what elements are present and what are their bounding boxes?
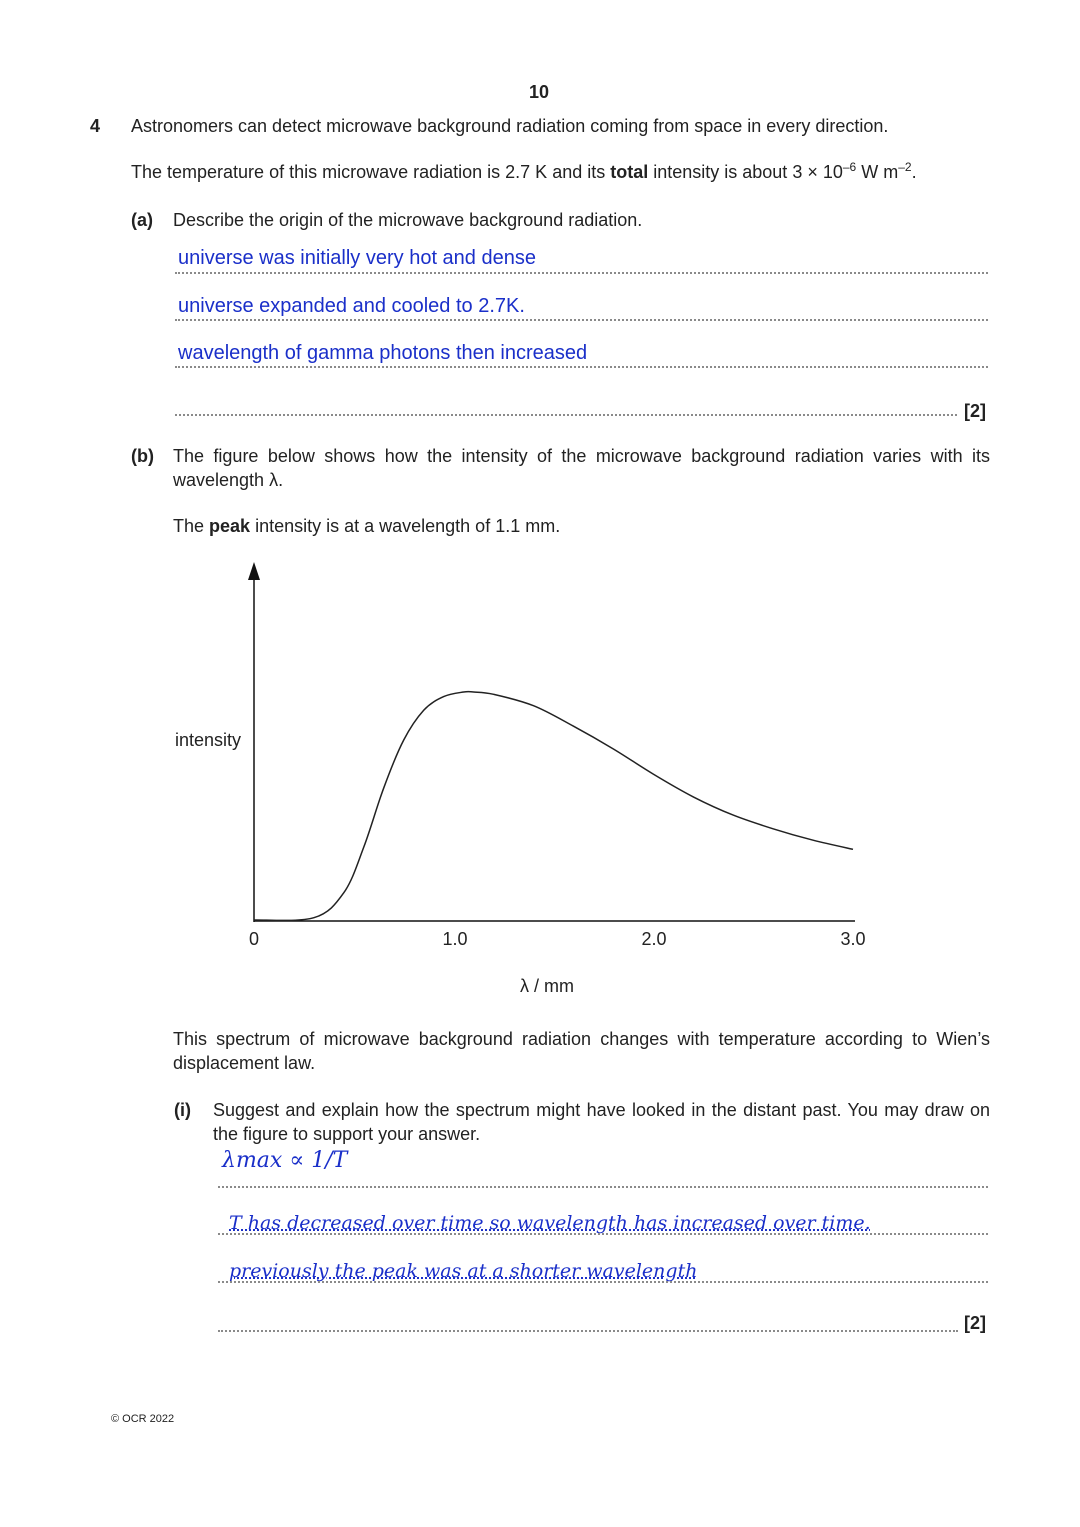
x-axis-label: λ / mm: [520, 976, 574, 996]
part-a-marks: [2]: [964, 401, 986, 421]
answer-line: [218, 1330, 958, 1332]
y-axis-label: intensity: [174, 730, 242, 750]
y-axis-arrow-icon: [248, 562, 260, 580]
part-b-prompt: The figure below shows how the intensity of the microwave background radiation varies with its wavelength λ.: [173, 446, 990, 490]
temp-exp-2: –2: [898, 160, 912, 174]
page-number: 10: [529, 82, 550, 102]
wien-text: This spectrum of microwave background radiation changes with temperature according to Wien’s displacement law.: [173, 1029, 990, 1073]
temp-bold: total: [610, 162, 649, 182]
part-i-answer-1: T has decreased over time so wavelength has increased over time.: [229, 1212, 871, 1234]
part-i-marks: [2]: [964, 1313, 986, 1333]
x-tick-label: 0: [248, 929, 260, 949]
part-a-prompt: Describe the origin of the microwave background radiation.: [173, 210, 643, 230]
part-a-answer-3: wavelength of gamma photons then increased: [178, 342, 588, 364]
answer-line: [218, 1281, 988, 1283]
part-a-answer-1: universe was initially very hot and dense: [178, 247, 536, 269]
x-tick-label: 2.0: [641, 929, 667, 949]
temp-text-2: intensity is about 3 × 10: [648, 162, 843, 182]
part-a-label: (a): [131, 210, 153, 230]
answer-line: [218, 1233, 988, 1235]
handwritten-formula: λmax ∝ 1/T: [222, 1148, 348, 1173]
question-intro: Astronomers can detect microwave background radiation coming from space in every direction.: [131, 116, 889, 136]
temp-exp-1: –6: [842, 160, 857, 174]
spectrum-curve: [254, 692, 853, 921]
part-i-answer-2: previously the peak was at a shorter wavelength: [229, 1260, 698, 1282]
temp-text-4: .: [911, 162, 917, 182]
part-b-label: (b): [131, 446, 154, 466]
question-number: 4: [90, 116, 101, 136]
copyright-footer: © OCR 2022: [111, 1413, 175, 1425]
peak-text-pre: The: [173, 516, 210, 536]
part-a-answer-2: universe expanded and cooled to 2.7K.: [178, 295, 525, 317]
answer-line: [218, 1186, 988, 1188]
peak-bold: peak: [209, 516, 251, 536]
temp-text-1: The temperature of this microwave radiation is 2.7 K and its: [131, 162, 611, 182]
temp-text-3: W m: [856, 162, 899, 182]
peak-text-post: intensity is at a wavelength of 1.1 mm.: [250, 516, 561, 536]
x-tick-label: 3.0: [840, 929, 866, 949]
part-i-prompt: Suggest and explain how the spectrum might have looked in the distant past. You may draw on the figure to support your answer.: [213, 1100, 990, 1144]
x-tick-label: 1.0: [442, 929, 468, 949]
part-i-label: (i): [174, 1100, 191, 1120]
